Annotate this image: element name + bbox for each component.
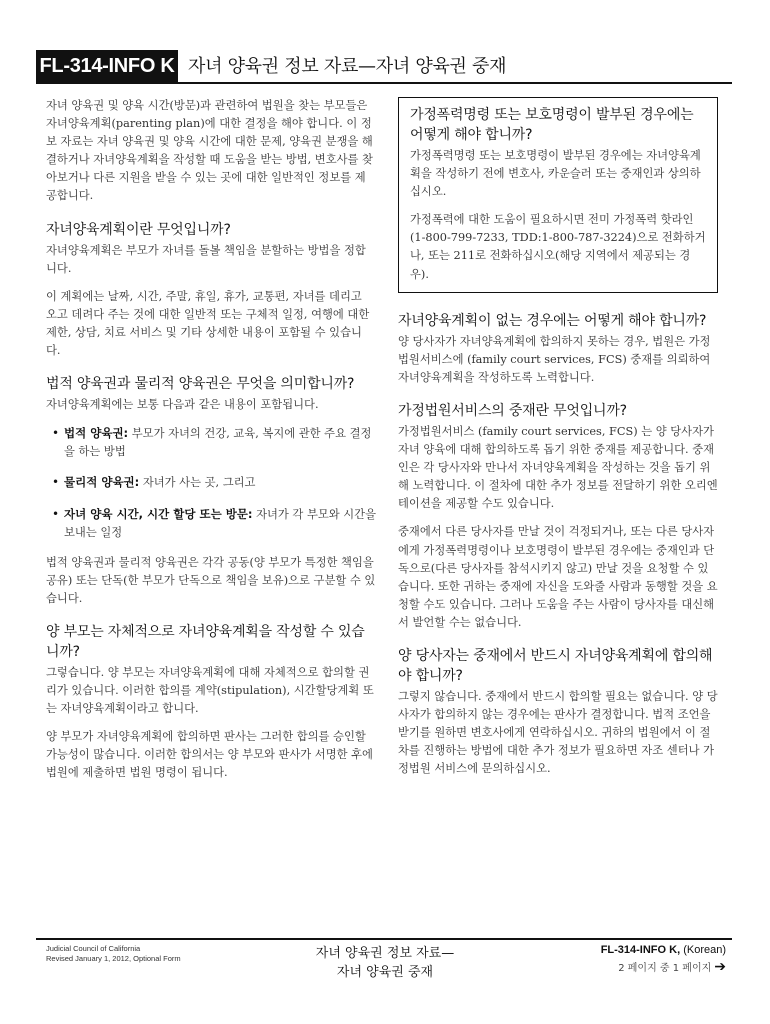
list-item-text: 자녀가 사는 곳, 그리고 bbox=[139, 476, 256, 490]
footer-form-id: FL-314-INFO K, bbox=[600, 944, 681, 956]
page-number: 2 페이지 중 1 페이지 bbox=[618, 963, 712, 974]
footer-divider bbox=[36, 938, 732, 940]
list-item bbox=[46, 505, 376, 542]
list-item-text: 자녀가 각 부모와 시간을 보내는 일정 bbox=[64, 507, 377, 539]
footer-language: (Korean) bbox=[680, 944, 726, 956]
footer-revised: Revised January 1, 2012, Optional Form bbox=[46, 954, 181, 963]
paragraph: 가정폭력명령 또는 보호명령이 발부된 경우에는 자녀양육계획을 작성하기 전에 변호사, 카운슬러 또는 중재인과 상의하십시오. bbox=[410, 149, 701, 199]
paragraph: 가정법원서비스 (family court services, FCS) 는 양 당사자가 자녀 양육에 대해 합의하도록 돕기 위한 중재를 제공합니다. 중재인은 각 당사자와 만나서 자녀양육계획을 작성하는 것을 돕기 위해 노력합니다. 이 절차에 대한 추가 정보를 전달하기 위한 오리엔테이션을 제공할 수도 있습니다. bbox=[398, 424, 718, 511]
form-header bbox=[36, 50, 732, 84]
form-id-badge: FL-314-INFO K bbox=[36, 50, 178, 83]
footer-title-line: 자녀 양육권 정보 자료— bbox=[315, 946, 455, 961]
section-heading-parenting-plan: 자녀양육계획이란 무엇입니까? bbox=[46, 221, 231, 238]
next-page-arrow-icon[interactable]: ➔ bbox=[714, 958, 726, 974]
footer-title bbox=[250, 944, 520, 982]
bullet-icon: • bbox=[52, 475, 60, 490]
paragraph: 중재에서 다른 당사자를 만날 것이 걱정되거나, 또는 다른 당사자에게 가정폭력명령이나 보호명령이 발부된 경우에는 중재인과 단독으로(다른 당사자를 참석시키지 않고) 만날 것을 요청할 수 있습니다. 또한 귀하는 중재에 자신을 도와줄 사람과 동행할 것을 요청할 수도 있습니다. 그러나 도움을 주는 사람이 당사자를 대신해서 발언할 수는 없습니다. bbox=[398, 525, 718, 629]
left-column bbox=[46, 97, 376, 793]
list-item bbox=[46, 473, 376, 492]
section-heading-no-plan: 자녀양육계획이 없는 경우에는 어떻게 해야 합니까? bbox=[398, 312, 707, 329]
paragraph: 자녀양육계획은 부모가 자녀를 돌볼 책임을 분할하는 방법을 정합니다. bbox=[46, 243, 366, 275]
section-heading-fcs-mediation: 가정법원서비스의 중재란 무엇입니까? bbox=[398, 402, 627, 419]
paragraph: 양 부모가 자녀양육계획에 합의하면 판사는 그러한 합의를 승인할 가능성이 많습니다. 이러한 합의서는 양 부모와 판사가 서명한 후에 법원에 제출하면 법원 명령이 됩니다. bbox=[46, 730, 373, 780]
list-item bbox=[46, 424, 376, 461]
list-item-term: 자녀 양육 시간, 시간 할당 또는 방문: bbox=[64, 506, 253, 521]
header-divider bbox=[36, 82, 732, 84]
paragraph: 자녀양육계획에는 보통 다음과 같은 내용이 포함됩니다. bbox=[46, 398, 319, 412]
paragraph: 그렇지 않습니다. 중재에서 반드시 합의할 필요는 없습니다. 양 당사자가 합의하지 않는 경우에는 판사가 결정합니다. 법적 조언을 받기를 원하면 변호사에게 연락하십시오. 귀하의 법원에서 이 절차를 진행하는 방법에 대한 추가 정보가 필요하면 자조 센터나 가정법원 서비스에 문의하십시오. bbox=[398, 689, 718, 776]
callout-heading: 가정폭력명령 또는 보호명령이 발부된 경우에는 어떻게 해야 합니까? bbox=[410, 107, 694, 143]
footer-council: Judicial Council of California bbox=[46, 944, 141, 953]
section-heading-custody-types: 법적 양육권과 물리적 양육권은 무엇을 의미합니까? bbox=[46, 376, 355, 393]
paragraph: 그렇습니다. 양 부모는 자녀양육계획에 대해 자체적으로 합의할 권리가 있습니다. 이러한 합의를 계약(stipulation), 시간할당계획 또는 자녀양육계획이라고 합니다. bbox=[46, 665, 374, 716]
footer-form-info bbox=[601, 942, 726, 977]
list-item-term: 법적 양육권: bbox=[64, 426, 129, 441]
section-heading-own-plan: 양 부모는 자체적으로 자녀양육계획을 작성할 수 있습니까? bbox=[46, 623, 365, 660]
intro-paragraph: 자녀 양육권 및 양육 시간(방문)과 관련하여 법원을 찾는 부모들은 자녀양육계획(parenting plan)에 대한 결정을 해야 합니다. 이 정보 자료는 자녀 양육권 및 양육 시간에 대한 문제, 양육권 분쟁을 해결하거나 자녀양육계획을 작성할 때 도움을 받는 방법, 변호사를 찾아보거나 다른 지원을 받을 수 있는 곳에 대한 일반적인 정보를 제공합니다. bbox=[46, 99, 373, 203]
page-title: 자녀 양육권 정보 자료—자녀 양육권 중재 bbox=[188, 56, 507, 77]
paragraph: 가정폭력에 대한 도움이 필요하시면 전미 가정폭력 핫라인(1-800-799-7233, TDD:1-800-787-3224)으로 전화하거나, 또는 211로 전화하십시오(해당 지역에서 제공되는 경우). bbox=[410, 213, 706, 281]
paragraph: 이 계획에는 날짜, 시간, 주말, 휴일, 휴가, 교통편, 자녀를 데리고 오고 데려다 주는 것에 대한 일반적 또는 구체적 일정, 여행에 대한 제한, 상담, 치료 서비스 및 기타 상세한 내용이 포함될 수 있습니다. bbox=[46, 289, 370, 358]
bullet-icon: • bbox=[52, 426, 60, 441]
paragraph: 법적 양육권과 물리적 양육권은 각각 공동(양 부모가 특정한 책임을 공유) 또는 단독(한 부모가 단독으로 책임을 보유)으로 구분할 수 있습니다. bbox=[46, 555, 376, 605]
domestic-violence-callout bbox=[398, 97, 718, 293]
paragraph: 양 당사자가 자녀양육계획에 합의하지 못하는 경우, 법원은 가정법원서비스에 (family court services, FCS) 중재를 의뢰하여 자녀양육계획을 작성하도록 노력합니다. bbox=[398, 334, 711, 384]
list-item-term: 물리적 양육권: bbox=[64, 475, 140, 490]
footer-title-line: 자녀 양육권 중재 bbox=[336, 965, 434, 980]
section-heading-must-agree: 양 당사자는 중재에서 반드시 자녀양육계획에 합의해야 합니까? bbox=[398, 647, 713, 684]
bullet-icon: • bbox=[52, 506, 60, 521]
right-column bbox=[398, 97, 718, 788]
list-item-text: 부모가 자녀의 건강, 교육, 복지에 관한 주요 결정을 하는 방법 bbox=[64, 427, 372, 459]
footer-publisher bbox=[46, 944, 181, 964]
